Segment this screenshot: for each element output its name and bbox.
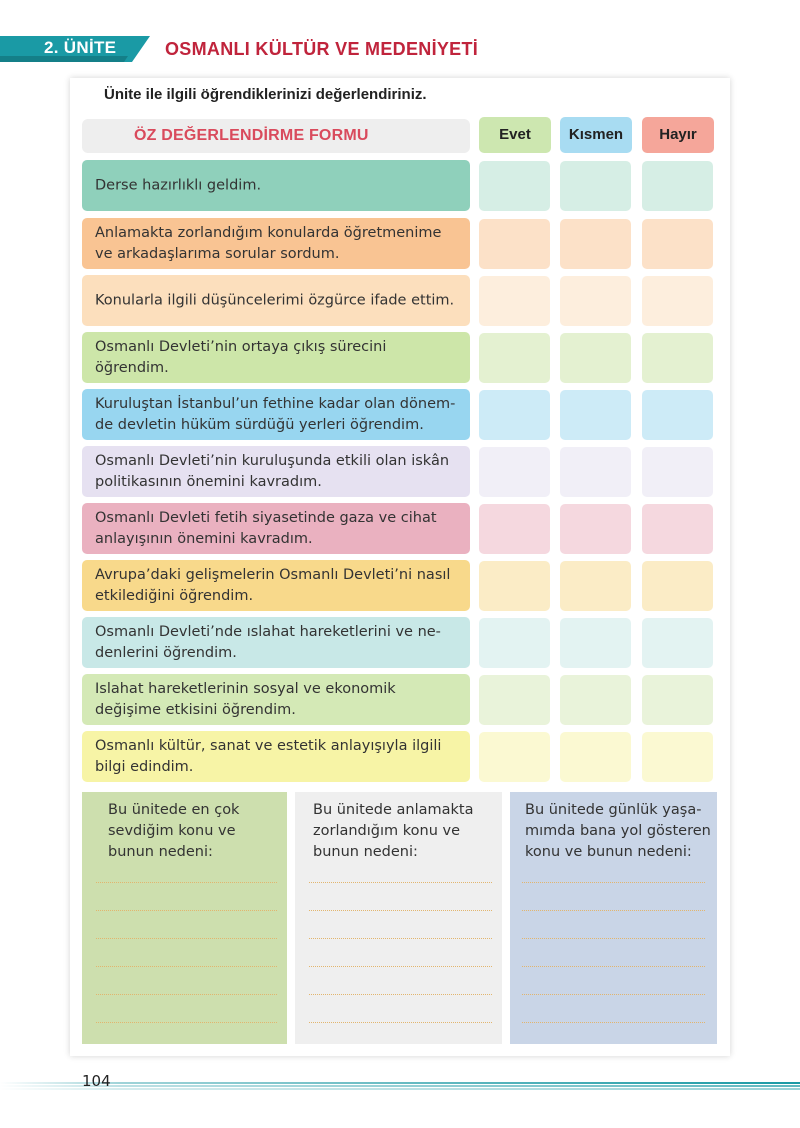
difficult-topic-box[interactable] (295, 792, 502, 1044)
unit-title: OSMANLI KÜLTÜR VE MEDENİYETİ (165, 39, 479, 59)
form-row-6 (82, 446, 470, 497)
cell-evet[interactable] (479, 618, 550, 668)
cell-evet[interactable] (479, 161, 550, 211)
form-title-bar (82, 119, 470, 153)
form-row-1 (82, 160, 470, 211)
cell-evet[interactable] (479, 675, 550, 725)
column-header-kismen: Kısmen (560, 117, 632, 153)
instruction-text: Ünite ile ilgili öğrendiklerinizi değerlendiriniz. (104, 86, 427, 103)
cell-hayir[interactable] (642, 504, 713, 554)
cell-kismen[interactable] (560, 390, 631, 440)
footer-stripes (0, 1075, 800, 1083)
cell-kismen[interactable] (560, 504, 631, 554)
cell-kismen[interactable] (560, 161, 631, 211)
favorite-topic-box[interactable] (82, 792, 287, 1044)
form-row-10 (82, 674, 470, 725)
form-row-8 (82, 560, 470, 611)
writing-line (309, 994, 492, 995)
cell-kismen[interactable] (560, 618, 631, 668)
cell-evet[interactable] (479, 276, 550, 326)
writing-line (96, 994, 277, 995)
cell-kismen[interactable] (560, 276, 631, 326)
writing-line (309, 910, 492, 911)
row-statement: Avrupa’daki gelişmelerin Osmanlı Devleti’ni nasıl etkilediğini öğrendim. (95, 566, 451, 604)
form-title: ÖZ DEĞERLENDİRME FORMU (134, 127, 369, 144)
row-statement: Kuruluştan İstanbul’un fethine kadar olan dönem-de devletin hüküm sürdüğü yerleri öğrendim. (95, 395, 456, 433)
writing-line (522, 910, 705, 911)
cell-hayir[interactable] (642, 732, 713, 782)
form-row-9 (82, 617, 470, 668)
writing-line (96, 910, 277, 911)
box-prompt: Bu ünitede en çok sevdiğim konu ve bunun nedeni: (108, 802, 240, 860)
cell-hayir[interactable] (642, 447, 713, 497)
cell-kismen[interactable] (560, 447, 631, 497)
cell-evet[interactable] (479, 504, 550, 554)
row-statement: Islahat hareketlerinin sosyal ve ekonomik değişime etkisini öğrendim. (95, 680, 396, 718)
row-statement: Osmanlı Devleti’nin kuruluşunda etkili olan iskân politikasının önemini kavradım. (95, 452, 450, 490)
writing-line (522, 994, 705, 995)
cell-kismen[interactable] (560, 732, 631, 782)
cell-kismen[interactable] (560, 561, 631, 611)
row-statement: Anlamakta zorlandığım konularda öğretmenime ve arkadaşlarıma sorular sordum. (95, 224, 442, 262)
cell-hayir[interactable] (642, 333, 713, 383)
cell-hayir[interactable] (642, 675, 713, 725)
cell-hayir[interactable] (642, 161, 713, 211)
row-statement: Derse hazırlıklı geldim. (95, 177, 262, 193)
row-statement: Osmanlı Devleti’nin ortaya çıkış sürecini öğrendim. (95, 338, 387, 376)
form-row-3 (82, 275, 470, 326)
row-statement: Osmanlı Devleti’nde ıslahat hareketlerini ve ne-denlerini öğrendim. (95, 623, 441, 661)
cell-hayir[interactable] (642, 276, 713, 326)
box-prompt: Bu ünitede günlük yaşa- mımda bana yol gösteren konu ve bunun nedeni: (525, 802, 711, 860)
cell-hayir[interactable] (642, 219, 713, 269)
cell-kismen[interactable] (560, 675, 631, 725)
cell-evet[interactable] (479, 333, 550, 383)
writing-line (522, 966, 705, 967)
cell-evet[interactable] (479, 732, 550, 782)
cell-evet[interactable] (479, 219, 550, 269)
writing-line (309, 1022, 492, 1023)
cell-hayir[interactable] (642, 561, 713, 611)
guiding-topic-box[interactable] (510, 792, 717, 1044)
writing-line (96, 966, 277, 967)
cell-evet[interactable] (479, 561, 550, 611)
row-statement: Konularla ilgili düşüncelerimi özgürce ifade ettim. (95, 292, 455, 308)
box-prompt: Bu ünitede anlamakta zorlandığım konu ve bunun nedeni: (313, 802, 474, 860)
writing-line (309, 882, 492, 883)
writing-line (522, 938, 705, 939)
cell-kismen[interactable] (560, 333, 631, 383)
row-statement: Osmanlı kültür, sanat ve estetik anlayışıyla ilgili bilgi edindim. (95, 737, 442, 775)
cell-evet[interactable] (479, 390, 550, 440)
page-number: 104 (82, 1072, 111, 1090)
writing-line (522, 882, 705, 883)
writing-line (96, 882, 277, 883)
writing-line (96, 1022, 277, 1023)
writing-line (309, 938, 492, 939)
cell-evet[interactable] (479, 447, 550, 497)
form-row-4 (82, 332, 470, 383)
writing-line (96, 938, 277, 939)
column-header-evet: Evet (479, 117, 551, 153)
cell-hayir[interactable] (642, 390, 713, 440)
form-row-5 (82, 389, 470, 440)
row-statement: Osmanlı Devleti fetih siyasetinde gaza ve cihat anlayışının önemini kavradım. (95, 509, 437, 547)
unit-label: 2. ÜNİTE (44, 38, 117, 57)
form-row-7 (82, 503, 470, 554)
writing-line (309, 966, 492, 967)
column-header-hayir: Hayır (642, 117, 714, 153)
form-row-11 (82, 731, 470, 782)
cell-hayir[interactable] (642, 618, 713, 668)
form-row-2 (82, 218, 470, 269)
cell-kismen[interactable] (560, 219, 631, 269)
writing-line (522, 1022, 705, 1023)
